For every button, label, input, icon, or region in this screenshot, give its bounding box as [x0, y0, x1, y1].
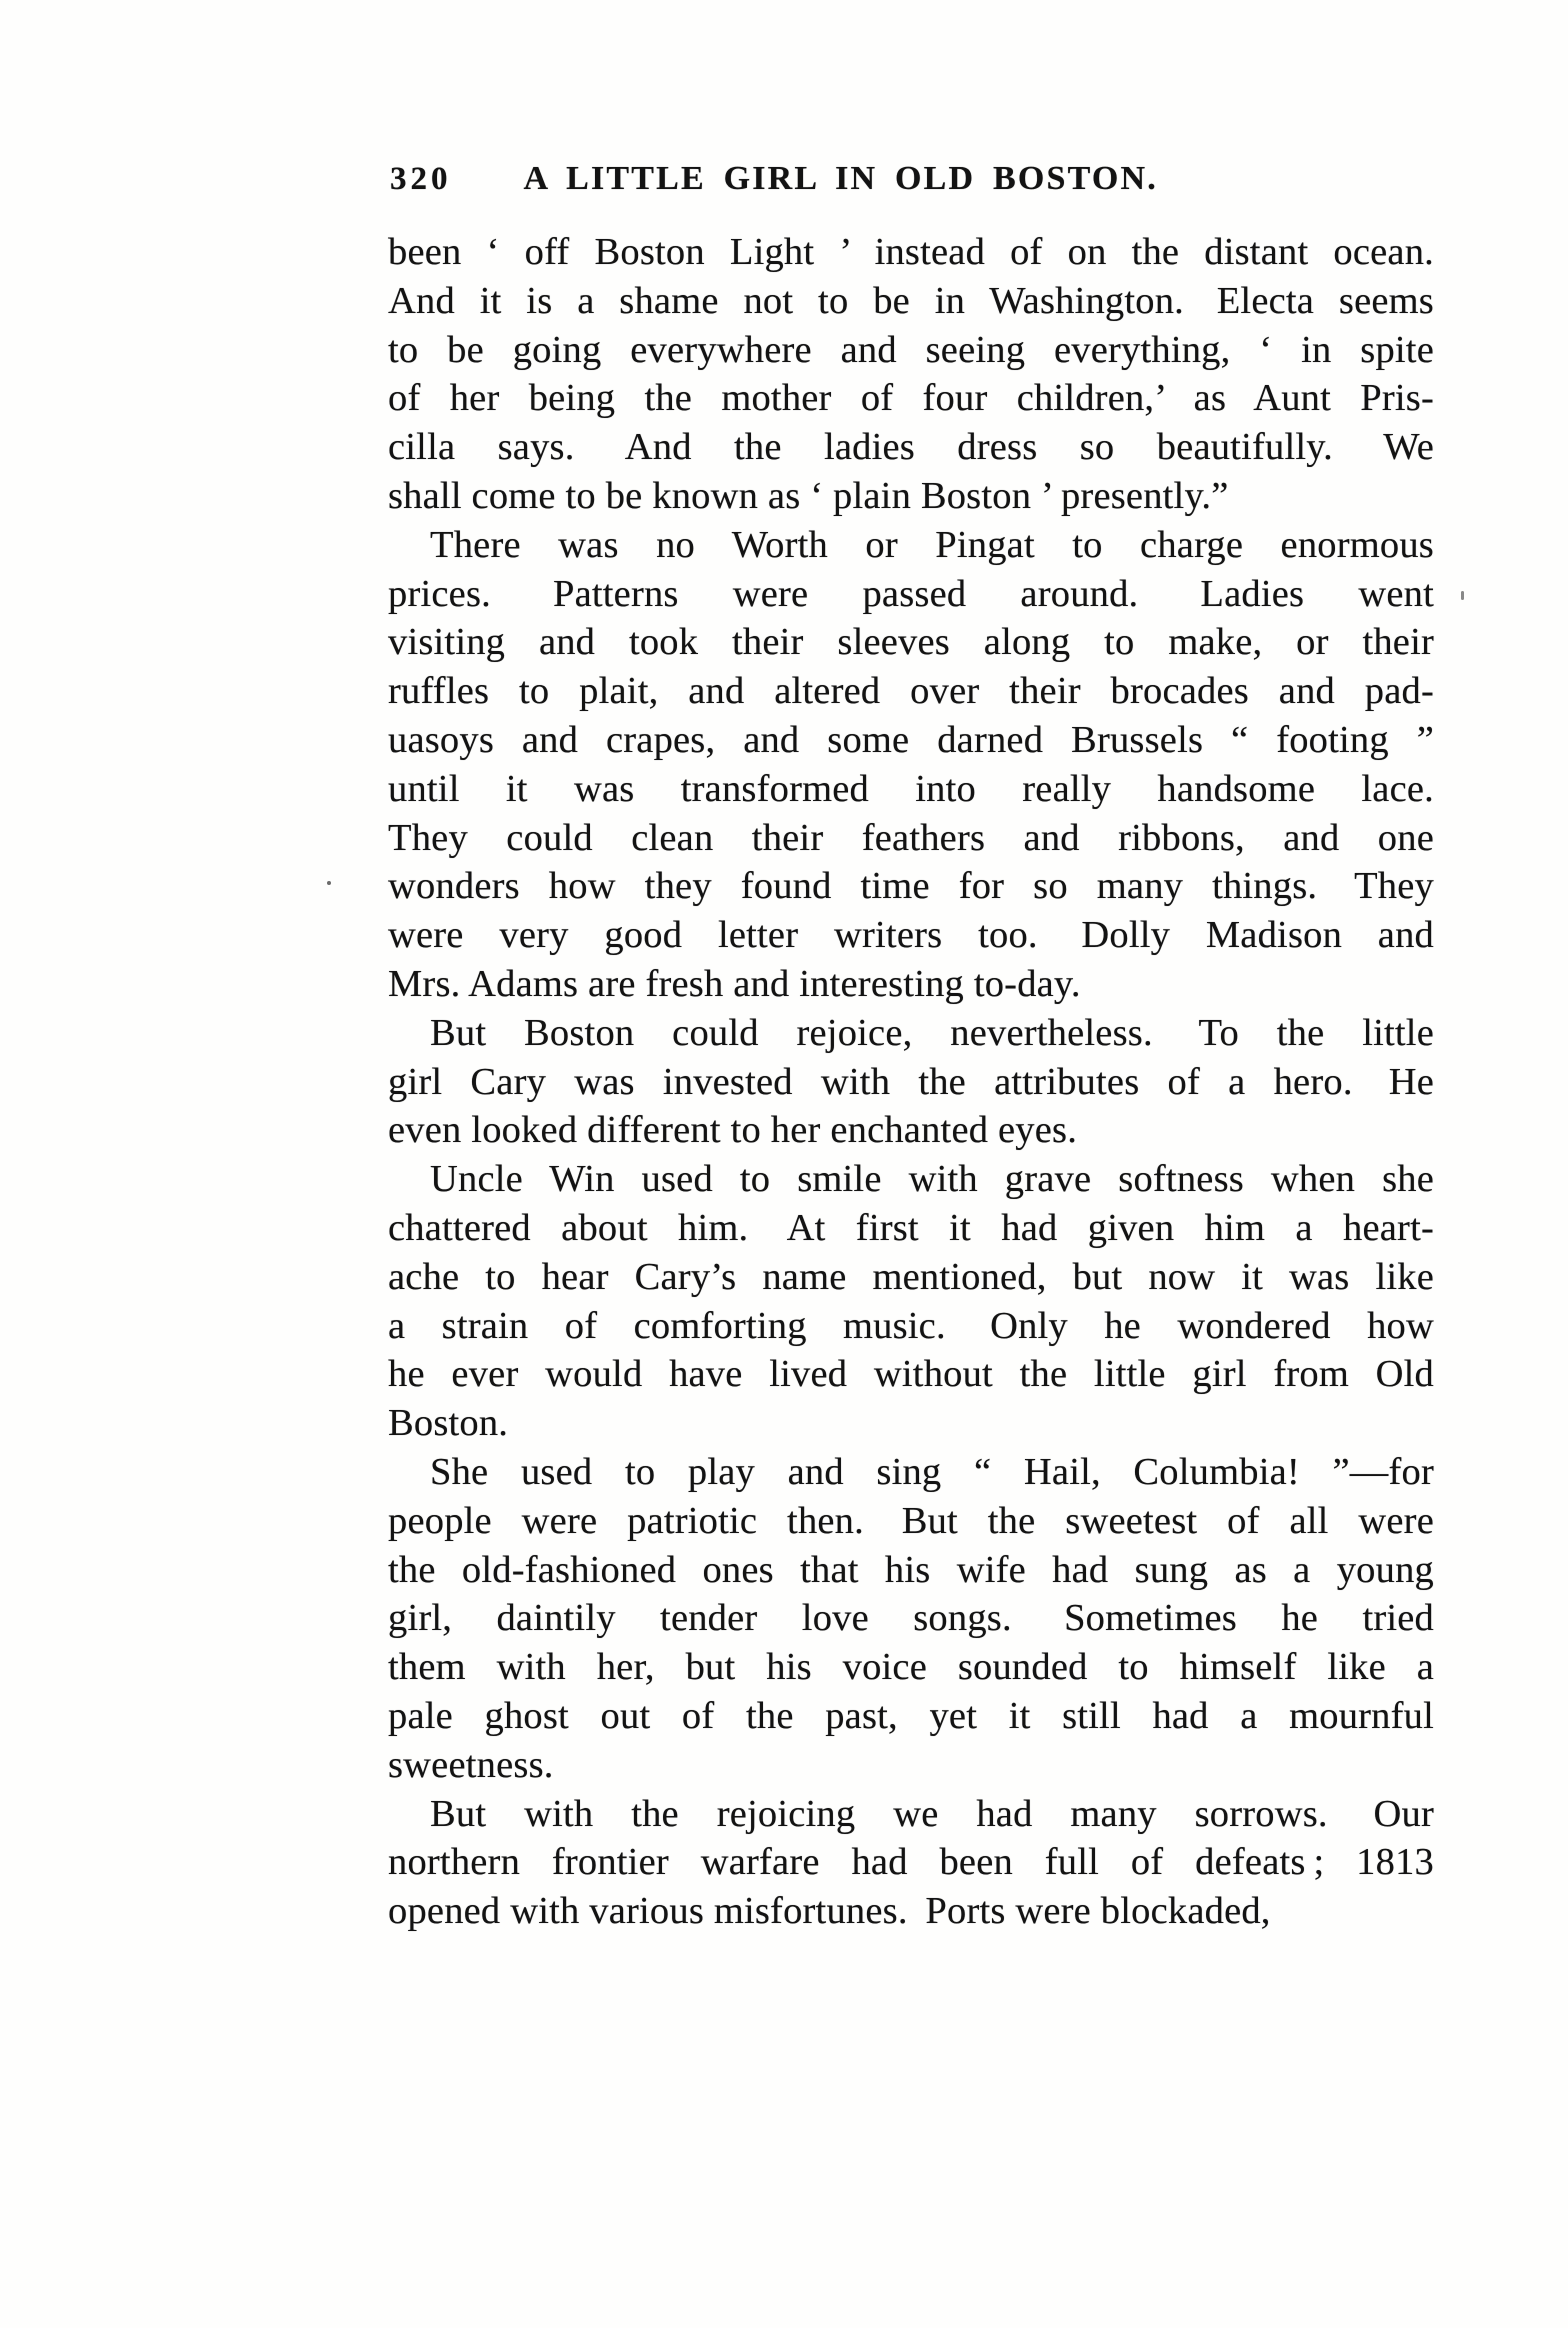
text-line: They could clean their feathers and ribbons, and one [388, 816, 1434, 859]
page-title: A LITTLE GIRL IN OLD BOSTON. [523, 160, 1158, 197]
paragraph [388, 1009, 1434, 1155]
text-line: them with her, but his voice sounded to himself like a [388, 1646, 1434, 1689]
text-line: to be going everywhere and seeing everything, ‘ in spite [388, 328, 1434, 371]
paragraph [388, 1448, 1434, 1790]
text-line: cilla says. And the ladies dress so beautifully. We [388, 426, 1434, 469]
text-line: And it is a shame not to be in Washington. Electa seems [388, 279, 1434, 322]
running-header [390, 158, 1158, 198]
text-line: people were patriotic then. But the sweetest of all were [388, 1499, 1434, 1542]
text-line: the old-fashioned ones that his wife had sung as a young [388, 1548, 1434, 1591]
text-line: girl Cary was invested with the attributes of a hero. He [388, 1060, 1434, 1103]
text-line: pale ghost out of the past, yet it still had a mournful [388, 1694, 1434, 1737]
paragraph [388, 228, 1434, 521]
text-line: Boston. [388, 1402, 509, 1445]
text-line: girl, daintily tender love songs. Sometimes he tried [388, 1597, 1434, 1640]
text-line: shall come to be known as ‘ plain Boston ’ presently.” [388, 474, 1229, 517]
text-line: prices. Patterns were passed around. Ladies went [388, 572, 1434, 615]
page-text [388, 228, 1434, 1936]
text-line: She used to play and sing “ Hail, Columbia! ”—for [430, 1450, 1434, 1493]
paragraph [388, 1155, 1434, 1448]
text-line: But Boston could rejoice, nevertheless. To the little [430, 1011, 1434, 1054]
text-line: Mrs. Adams are fresh and interesting to-day. [388, 962, 1081, 1005]
text-line: Uncle Win used to smile with grave softness when she [430, 1158, 1434, 1201]
text-line: chattered about him. At first it had given him a heart- [388, 1206, 1434, 1249]
text-line: even looked different to her enchanted eyes. [388, 1109, 1078, 1152]
text-line: sweetness. [388, 1743, 554, 1786]
text-line: been ‘ off Boston Light ’ instead of on the distant ocean. [388, 231, 1434, 273]
text-line: ache to hear Cary’s name mentioned, but now it was like [388, 1255, 1434, 1298]
text-line: of her being the mother of four children,’ as Aunt Pris- [388, 377, 1434, 420]
text-line: a strain of comforting music. Only he wondered how [388, 1304, 1434, 1347]
text-line: There was no Worth or Pingat to charge enormous [430, 523, 1434, 566]
text-line: uasoys and crapes, and some darned Brussels “ footing ” [388, 718, 1434, 761]
text-line: he ever would have lived without the little girl from Old [388, 1353, 1434, 1396]
text-line: wonders how they found time for so many things. They [388, 865, 1434, 908]
text-line: opened with various misfortunes. Ports were blockaded, [388, 1890, 1271, 1933]
text-line: visiting and took their sleeves along to make, or their [388, 621, 1434, 664]
text-line: were very good letter writers too. Dolly Madison and [388, 914, 1434, 957]
text-line: ruffles to plait, and altered over their brocades and pad- [388, 670, 1434, 713]
text-line: until it was transformed into really handsome lace. [388, 767, 1434, 810]
text-line: But with the rejoicing we had many sorrows. Our [430, 1792, 1434, 1835]
page-number: 320 [390, 161, 452, 197]
text-line: northern frontier warfare had been full of defeats ; 1813 [388, 1841, 1434, 1884]
scan-artifact [327, 881, 331, 885]
paragraph [388, 521, 1434, 1009]
paragraph [388, 1790, 1434, 1936]
scan-artifact [1461, 591, 1464, 600]
